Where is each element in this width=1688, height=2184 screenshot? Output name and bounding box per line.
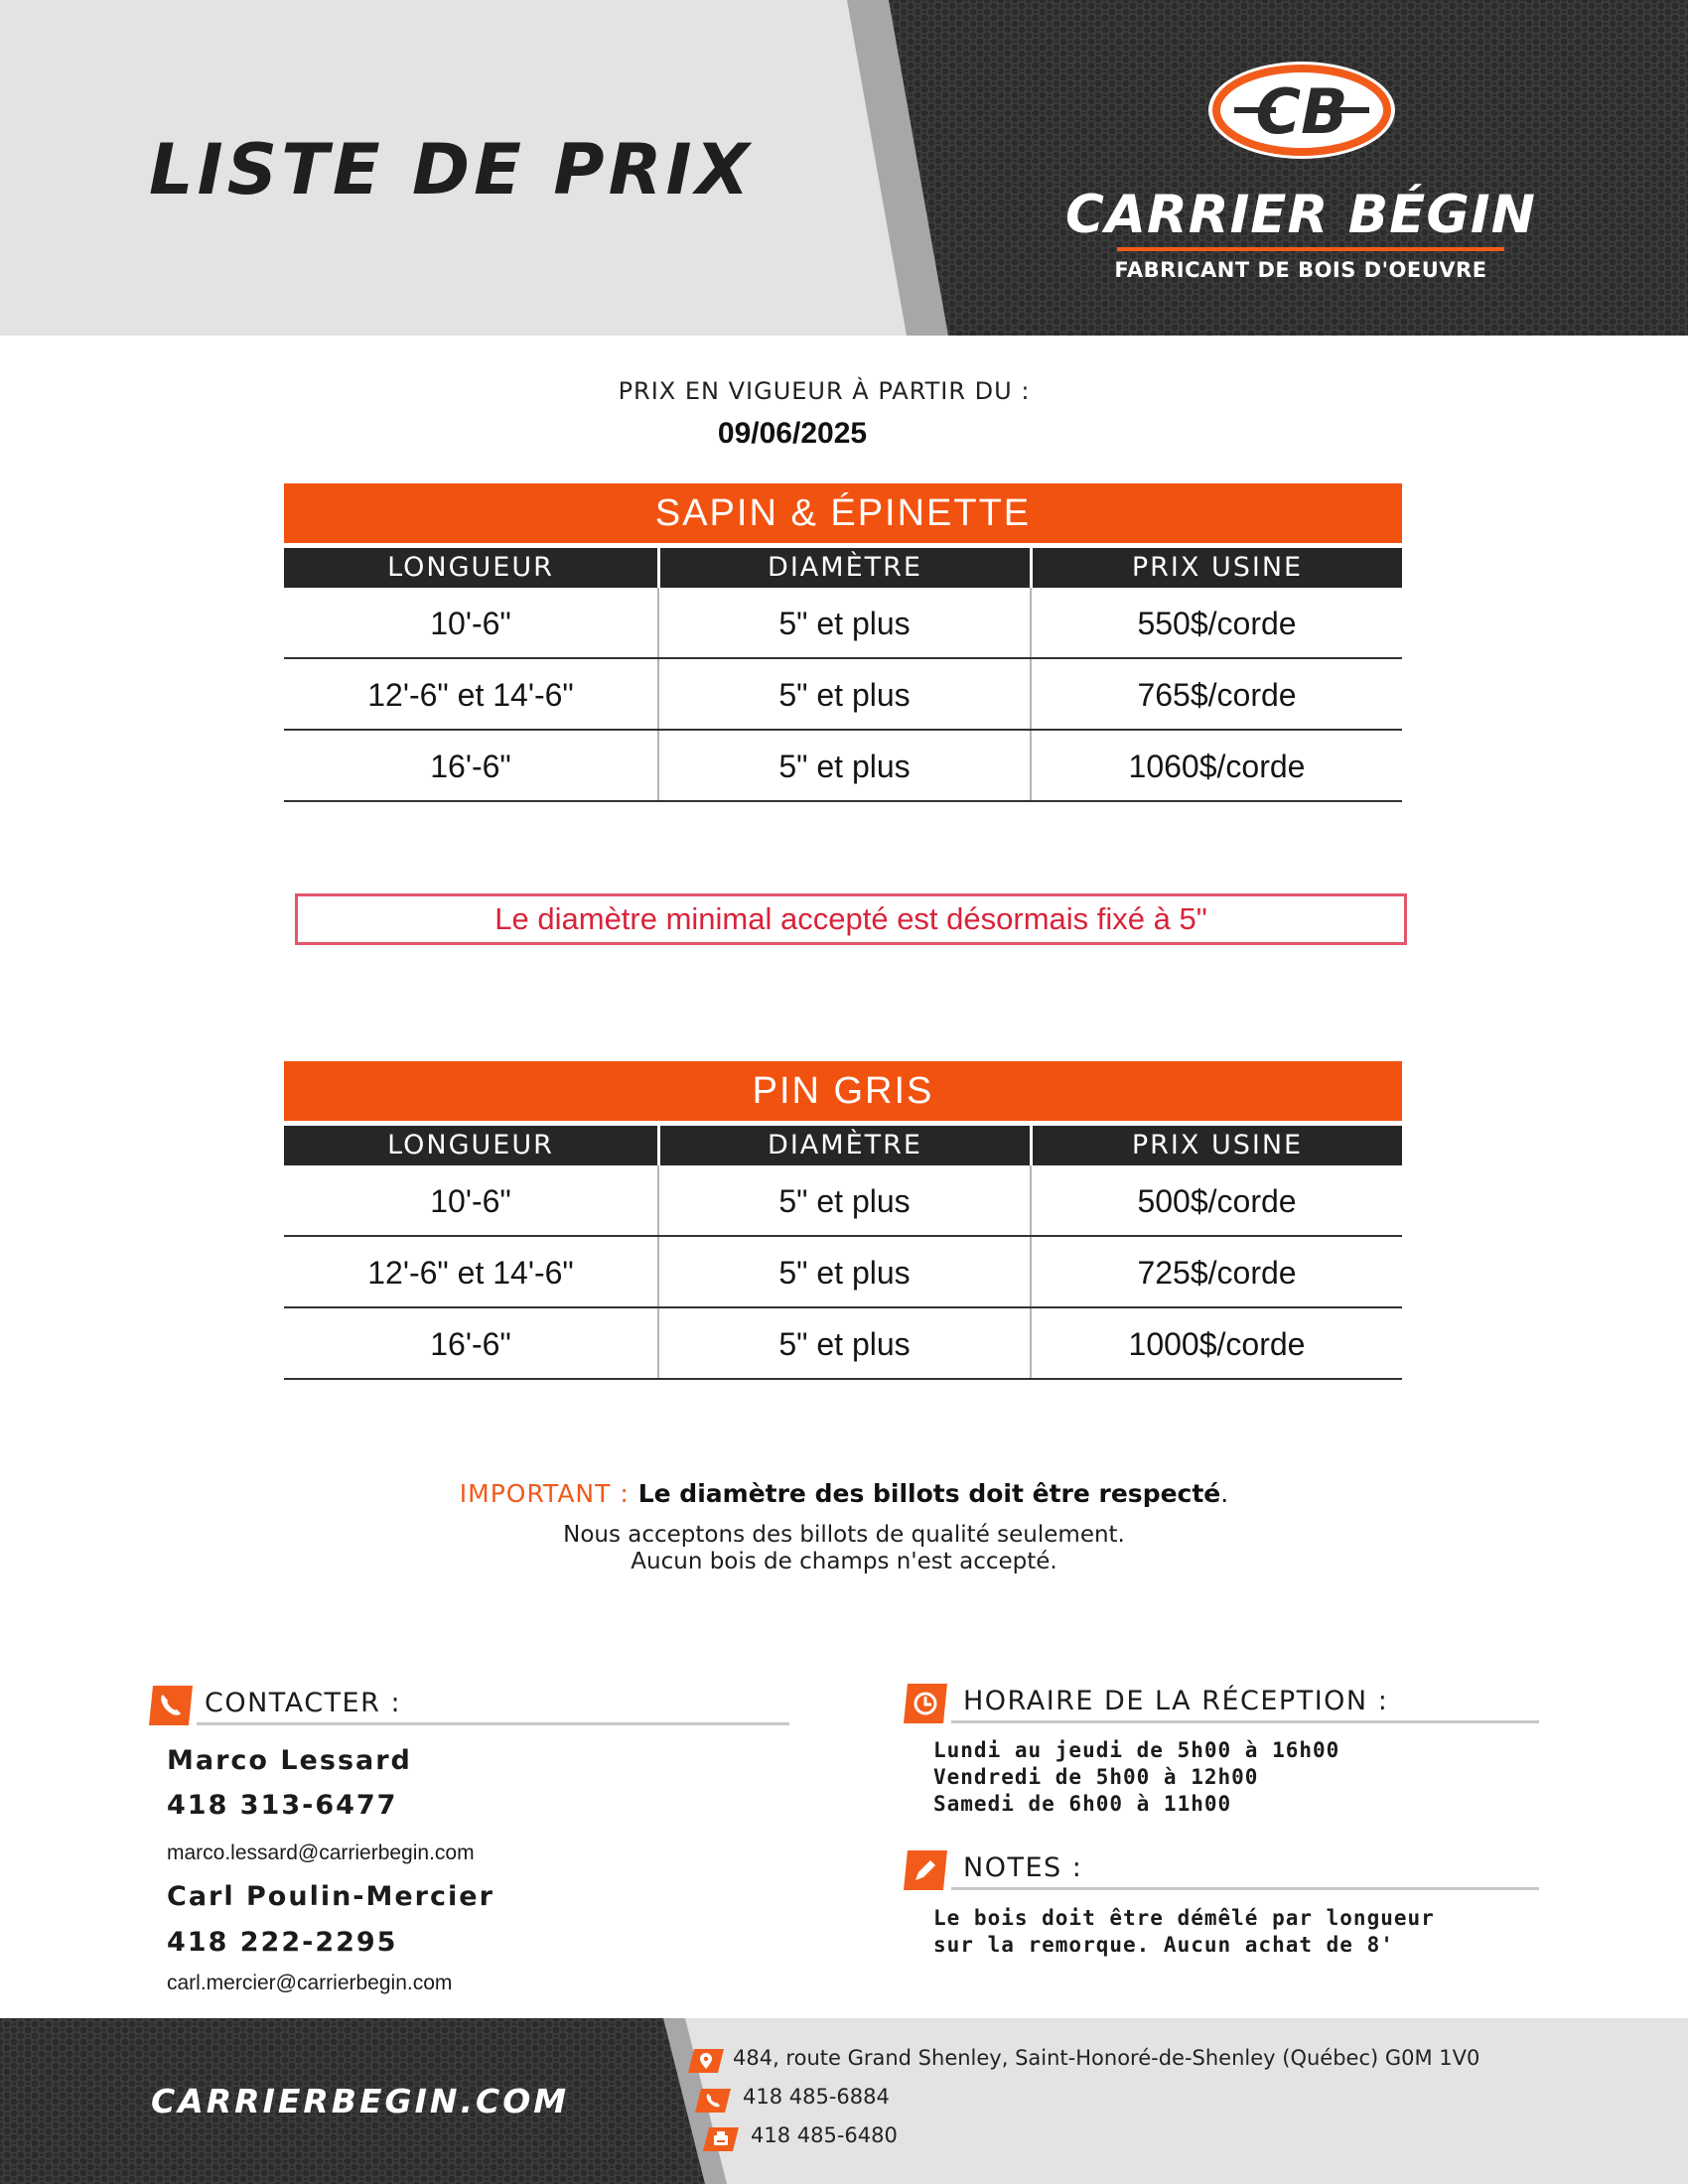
column-header-prix: PRIX USINE [1030,548,1402,588]
cell-longueur: 10'-6" [430,1183,511,1219]
column-header-diametre: DIAMÈTRE [657,1126,1030,1165]
website-link[interactable]: CARRIERBEGIN.COM [151,2082,570,2120]
price-table-sapin-epinette [284,483,1402,802]
table-row [284,588,1402,659]
column-header-prix: PRIX USINE [1030,1126,1402,1165]
price-table-pin-gris [284,1061,1402,1380]
brand-tagline: FABRICANT DE BOIS D'OEUVRE [1114,258,1487,282]
clock-icon [904,1684,947,1723]
cell-prix: 500$/corde [1030,1165,1402,1235]
important-label: IMPORTANT : [459,1479,638,1508]
minimum-diameter-notice: Le diamètre minimal accepté est désormais fixé à 5" [295,893,1407,945]
contact-heading-label: CONTACTER : [205,1688,402,1718]
cell-diametre: 5" et plus [657,588,1030,657]
page-footer [0,2018,1688,2184]
cell-longueur: 16'-6" [430,749,511,784]
phone-icon [149,1686,193,1725]
table-header-row [284,548,1402,588]
cell-longueur: 16'-6" [430,1326,511,1362]
notes-line: sur la remorque. Aucun achat de 8' [933,1933,1394,1957]
notes-line: Le bois doit être démêlé par longueur [933,1906,1435,1930]
hours-line: Lundi au jeudi de 5h00 à 16h00 [933,1738,1340,1762]
notes-heading [904,1850,1539,1890]
logo-initials: CB [1255,75,1348,148]
column-header-longueur: LONGUEUR [284,1126,657,1165]
cell-diametre: 5" et plus [657,1165,1030,1235]
table-row [284,659,1402,731]
table-title: PIN GRIS [284,1061,1402,1121]
effective-date-label: PRIX EN VIGUEUR À PARTIR DU : [618,377,1031,405]
cell-diametre: 5" et plus [657,659,1030,729]
address: 484, route Grand Shenley, Saint-Honoré-de-Shenley (Québec) G0M 1V0 [733,2046,1480,2070]
footer-phone: 418 485-6884 [743,2085,890,2109]
brand-name: CARRIER BÉGIN [1065,185,1536,245]
carrier-begin-logo-icon [1204,58,1399,163]
cell-prix: 765$/corde [1030,659,1402,729]
section-divider [951,1720,1539,1723]
cell-prix: 1000$/corde [1030,1308,1402,1378]
cell-diametre: 5" et plus [657,1308,1030,1378]
important-period: . [1220,1479,1229,1508]
quality-note: Nous acceptons des billots de qualité seulement. [563,1522,1125,1548]
notes-heading-label: NOTES : [963,1852,1083,1883]
field-wood-note: Aucun bois de champs n'est accepté. [631,1549,1057,1574]
cell-prix: 725$/corde [1030,1237,1402,1306]
table-row [284,1165,1402,1237]
cell-prix: 1060$/corde [1030,731,1402,800]
section-divider [951,1887,1539,1890]
table-row [284,1308,1402,1380]
phone-icon [695,2089,731,2113]
table-header-row [284,1126,1402,1165]
contact-name: Marco Lessard [167,1745,412,1776]
table-row [284,731,1402,802]
pencil-icon [904,1850,947,1890]
cell-longueur: 12'-6" et 14'-6" [367,677,574,713]
important-statement [0,1479,1688,1508]
page-header [0,0,1688,336]
effective-date: 09/06/2025 [717,417,868,450]
fax-icon [703,2127,739,2151]
hours-heading [904,1684,1539,1723]
hours-line: Samedi de 6h00 à 11h00 [933,1792,1232,1816]
important-text: Le diamètre des billots doit être respecté [637,1479,1221,1508]
column-header-diametre: DIAMÈTRE [657,548,1030,588]
map-pin-icon [688,2049,724,2073]
table-title: SAPIN & ÉPINETTE [284,483,1402,543]
page-title: LISTE DE PRIX [149,129,754,210]
hours-heading-label: HORAIRE DE LA RÉCEPTION : [963,1686,1389,1716]
contact-email[interactable]: carl.mercier@carrierbegin.com [167,1972,453,1994]
brand-divider [1117,247,1504,251]
contact-email[interactable]: marco.lessard@carrierbegin.com [167,1842,475,1864]
contact-phone: 418 313-6477 [167,1790,398,1821]
section-divider [197,1722,789,1725]
cell-prix: 550$/corde [1030,588,1402,657]
cell-longueur: 12'-6" et 14'-6" [367,1255,574,1291]
cell-longueur: 10'-6" [430,606,511,641]
contact-phone: 418 222-2295 [167,1927,398,1958]
footer-fax: 418 485-6480 [751,2123,898,2147]
table-row [284,1237,1402,1308]
contact-heading [149,1686,789,1725]
cell-diametre: 5" et plus [657,731,1030,800]
contact-name: Carl Poulin-Mercier [167,1881,494,1912]
cell-diametre: 5" et plus [657,1237,1030,1306]
hours-line: Vendredi de 5h00 à 12h00 [933,1765,1259,1789]
column-header-longueur: LONGUEUR [284,548,657,588]
